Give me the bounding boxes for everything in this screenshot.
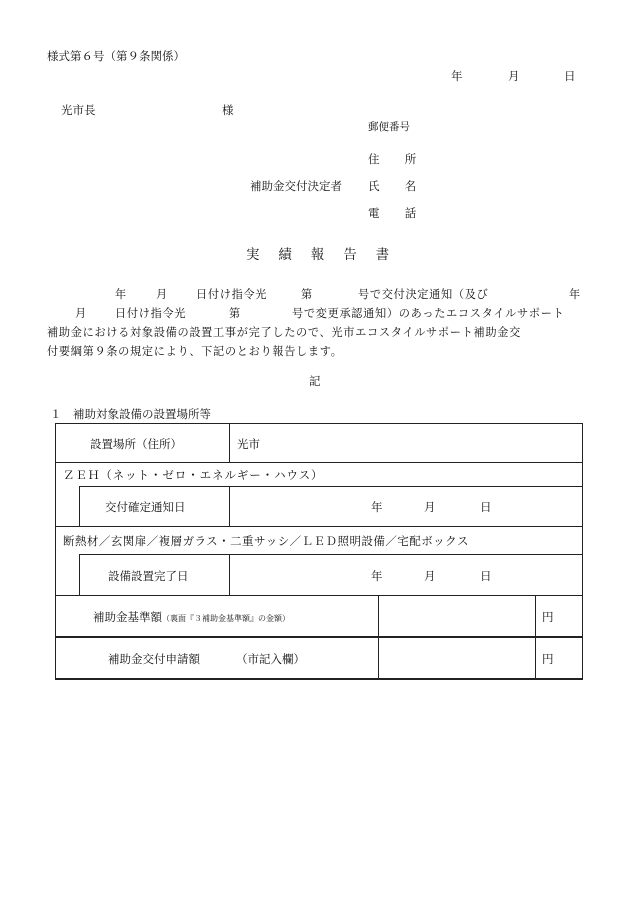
body-day-directive-1: 日付け指令光 [196, 288, 268, 301]
base-amount-note: （裏面『３補助金基準額』の金額） [162, 614, 290, 623]
base-amount-label-text: 補助金基準額 [93, 610, 162, 624]
body-line-3: 補助金における対象設備の設置工事が完了したので、光市エコスタイルサポート補助金交 [47, 326, 521, 339]
base-amount-label [93, 609, 290, 625]
phone-label: 電 話 [368, 206, 424, 220]
grantee-role-label: 補助金交付決定者 [250, 179, 342, 193]
location-label: 設置場所（住所） [90, 437, 182, 451]
body-paragraph [47, 285, 583, 361]
equipment-label: 断熱材／玄関扉／複層ガラス・二重サッシ／ＬＥＤ照明設備／宅配ボックス [63, 534, 469, 548]
addressee-name: 光市長 [61, 103, 96, 117]
date-day-label: 日 [564, 69, 576, 83]
document-title: 実績報告書 [246, 247, 408, 263]
body-number-prefix-1: 第 [301, 288, 313, 301]
grant-confirm-year: 年 [371, 500, 383, 514]
zeh-label: ＺＥＨ（ネット・ゼロ・エネルギー・ハウス） [63, 468, 324, 482]
install-complete-label: 設備設置完了日 [108, 569, 189, 583]
grant-confirm-day: 日 [480, 500, 492, 514]
date-month-label: 月 [508, 69, 520, 83]
ki-label: 記 [309, 374, 321, 388]
base-amount-unit: 円 [542, 610, 554, 624]
request-amount-label: 補助金交付申請額 [108, 652, 200, 666]
body-go-text-2: 号で変更承認通知）のあったエコスタイルサポート [292, 307, 565, 320]
body-go-text-1: 号で交付決定通知（及び [358, 288, 489, 301]
body-line-2 [47, 304, 583, 323]
body-number-prefix-2: 第 [229, 307, 241, 320]
body-day-directive-2: 日付け指令光 [115, 307, 187, 320]
request-amount-note: （市記入欄） [236, 652, 305, 666]
location-value: 光市 [237, 437, 260, 451]
install-complete-year: 年 [371, 569, 383, 583]
form-number: 様式第６号（第９条関係） [47, 49, 185, 63]
postal-code-label: 郵便番号 [368, 121, 410, 133]
body-line-1 [47, 285, 583, 304]
body-year-1: 年 [115, 288, 127, 301]
addressee-honorific: 様 [222, 103, 234, 117]
install-complete-day: 日 [480, 569, 492, 583]
body-year-2: 年 [569, 288, 581, 301]
section-1-heading: １ 補助対象設備の設置場所等 [50, 407, 211, 421]
body-month-1: 月 [156, 288, 168, 301]
body-month-2: 月 [75, 307, 87, 320]
address-label: 住 所 [368, 152, 424, 166]
grant-confirm-month: 月 [424, 500, 436, 514]
name-label: 氏 名 [368, 179, 424, 193]
body-line-4: 付要綱第９条の規定により、下記のとおり報告します。 [47, 345, 343, 358]
date-year-label: 年 [451, 69, 463, 83]
install-complete-month: 月 [424, 569, 436, 583]
request-amount-unit: 円 [542, 652, 554, 666]
grant-confirm-label: 交付確定通知日 [105, 500, 186, 514]
